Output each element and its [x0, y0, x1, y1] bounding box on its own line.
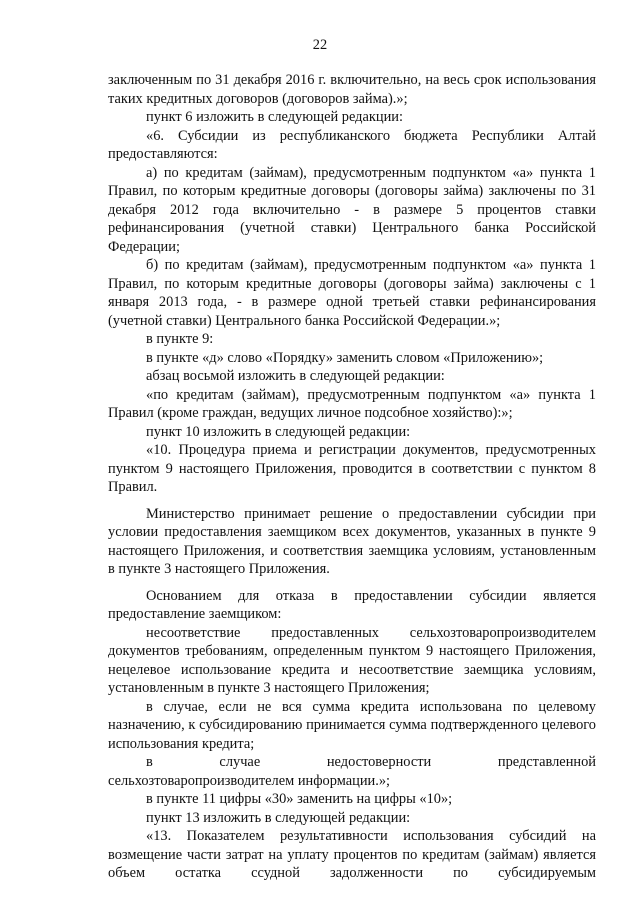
- document-body: [108, 71, 596, 883]
- paragraph: б) по кредитам (займам), предусмотренным подпунктом «а» пункта 1 Правил, по которым кредитные договоры (договоры займа) заключены с 1 января 2013 года, - в размере одной третьей ставки рефинансирования (учетной ставки) Центрального банка Российской Федерации.»;: [108, 257, 596, 329]
- paragraph: в случае, если не вся сумма кредита использована по целевому назначению, к субсидированию принимается сумма подтвержденного целевого использования кредита;: [108, 698, 596, 752]
- page-number: 22: [312, 37, 328, 53]
- paragraph: в случае недостоверности представленной: [146, 754, 596, 770]
- paragraph: «6. Субсидии из республиканского бюджета Республики Алтай предоставляются:: [108, 127, 596, 162]
- paragraph: Министерство принимает решение о предоставлении субсидии при условии предоставления заемщиком всех документов, указанных в пункте 9 настоящего Приложения, и соответствия заемщика условиям, установленным в пункте 3 настоящего Приложения.: [108, 505, 596, 577]
- paragraph: сельхозтоваропроизводителем информации.»;: [108, 772, 391, 789]
- paragraph: а) по кредитам (займам), предусмотренным подпунктом «а» пункта 1 Правил, по которым кредитные договоры (договоры займа) заключены по 31 декабря 2012 года включительно - в размере 5 процентов ставки рефинансирования (учетной ставки) Центрального банка Российской Федерации;: [108, 164, 596, 255]
- paragraph: «10. Процедура приема и регистрации документов, предусмотренных пунктом 9 настоящего Приложения, проводится в соответствии с пунктом 8 Правил.: [108, 442, 596, 495]
- paragraph: несоответствие предоставленных сельхозтоваропроизводителем документов требованиям, определенным пунктом 9 настоящего Приложения, нецелевое использование кредита и несоответствие заемщика условиям, установленным в пункте 3 настоящего Приложения;: [108, 624, 596, 696]
- paragraph: пункт 13 изложить в следующей редакции:: [146, 809, 411, 826]
- paragraph: заключенным по 31 декабря 2016 г. включительно, на весь срок использования таких кредитных договоров (договоров займа).»;: [108, 72, 596, 107]
- paragraph: в пункте 9:: [146, 331, 214, 347]
- paragraph: пункт 6 изложить в следующей редакции:: [146, 109, 403, 125]
- paragraph: Основанием для отказа в предоставлении субсидии является предоставление заемщиком:: [108, 587, 596, 622]
- paragraph: абзац восьмой изложить в следующей редакции:: [146, 368, 445, 384]
- paragraph: «по кредитам (займам), предусмотренным подпунктом «а» пункта 1 Правил (кроме граждан, ведущих личное подсобное хозяйство):»;: [108, 386, 596, 421]
- paragraph: в пункте «д» слово «Порядку» заменить словом «Приложению»;: [146, 349, 544, 366]
- paragraph: пункт 10 изложить в следующей редакции:: [146, 423, 411, 440]
- paragraph: «13. Показателем результативности использования субсидий на возмещение части затрат на уплату процентов по кредитам (займам) является объем остатка ссудной задолженности по субсидируемым: [108, 828, 596, 881]
- paragraph: в пункте 11 цифры «30» заменить на цифры «10»;: [146, 791, 453, 807]
